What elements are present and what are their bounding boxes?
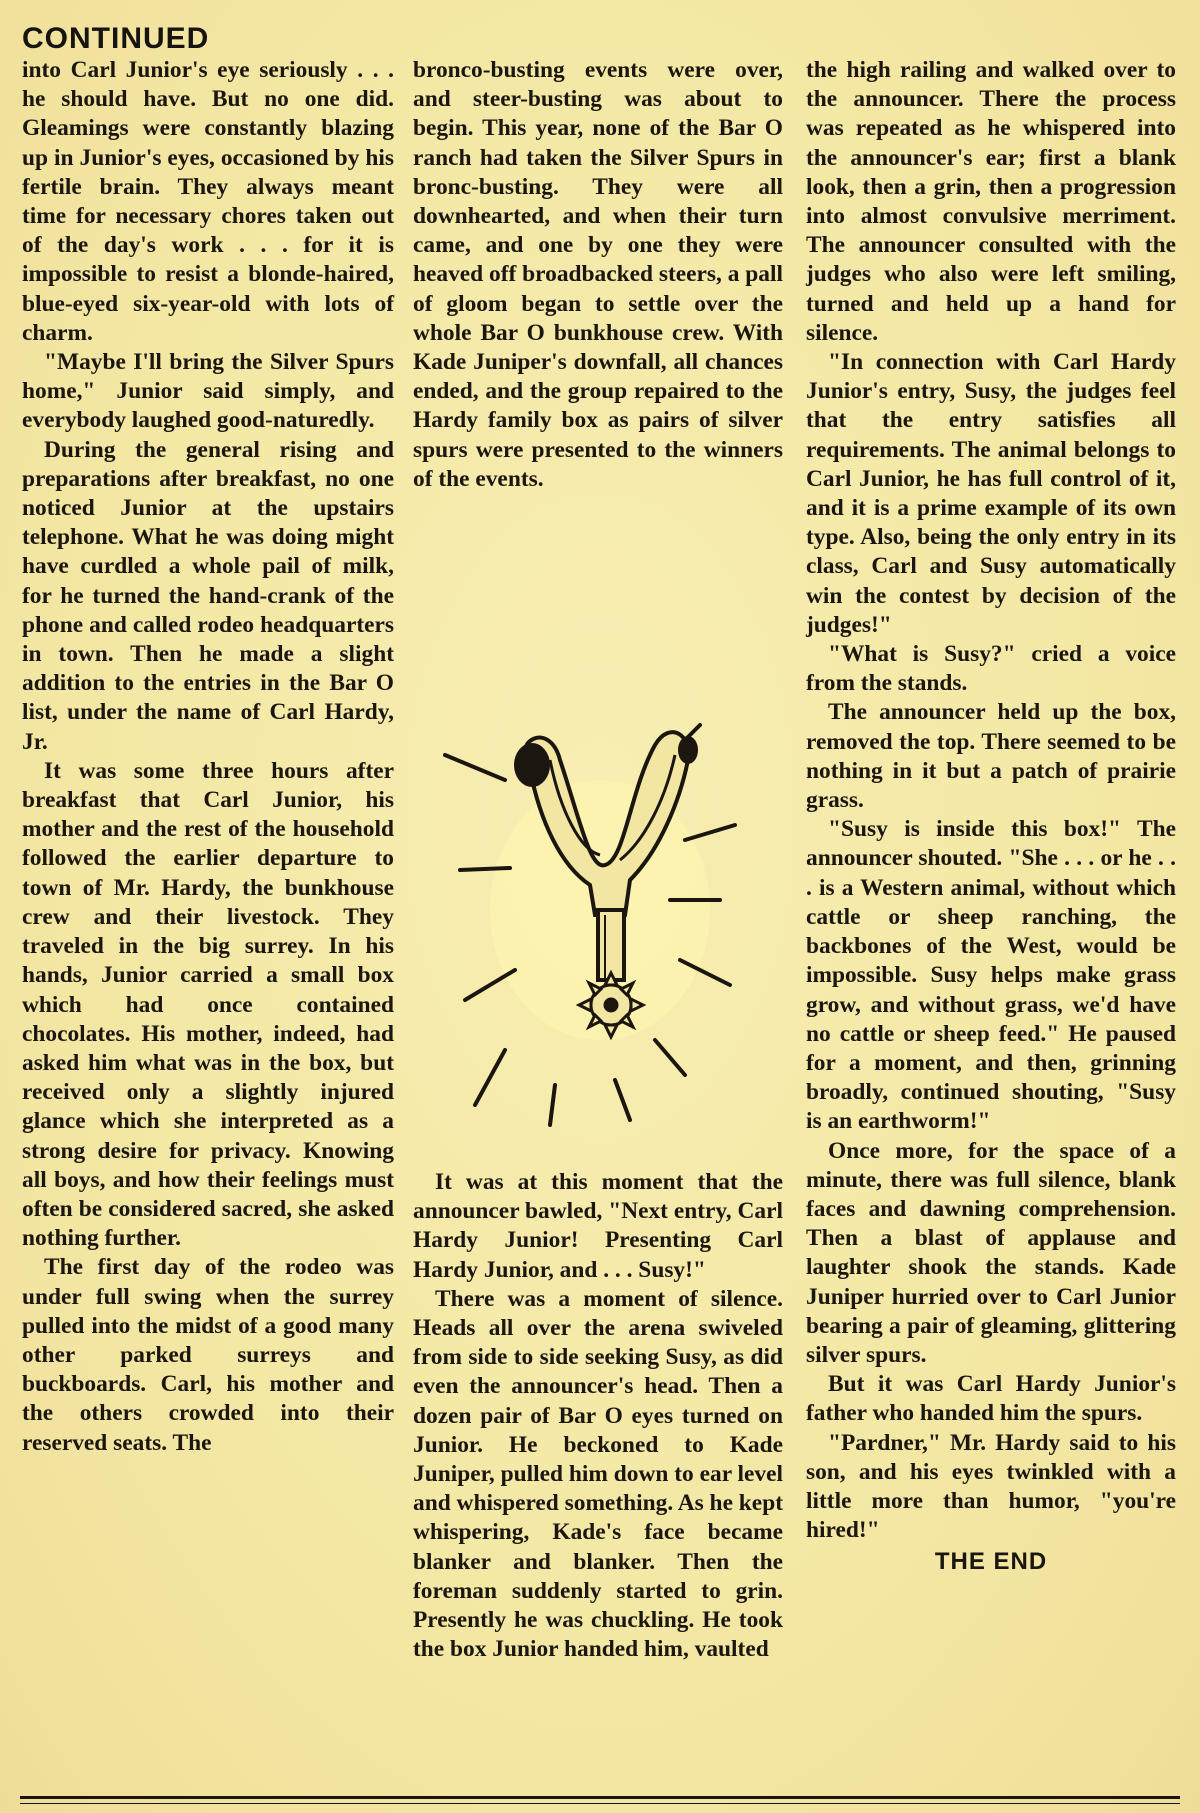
paragraph: The first day of the rodeo was under full swing when the surrey pulled into the midst of a good many other parked surreys and buckboards. Carl, his mother and the others crowded into their reserved seats. The: [22, 1254, 394, 1456]
text-column-2-bottom: [413, 1168, 783, 1664]
the-end-label: THE END: [934, 1548, 1048, 1576]
silver-spur-icon: [430, 700, 770, 1140]
text-column-1: [22, 56, 394, 1458]
paragraph: "In connection with Carl Hardy Junior's entry, Susy, the judges feel that the entry satisfies all requirements. The animal belongs to Carl Junior, he has full control of it, and it is a prime example of its own type. Also, being the only entry in its class, Carl and Susy automatically win the contest by decision of the judges!": [806, 349, 1176, 638]
bottom-rule-thin: [20, 1803, 1180, 1804]
silver-spur-illustration: [430, 700, 770, 1140]
paragraph: It was some three hours after breakfast that Carl Junior, his mother and the rest of the household followed the earlier departure to town of Mr. Hardy, the bunkhouse crew and their livestock. They traveled in the big surrey. In his hands, Junior carried a small box which had once contained chocolates. His mother, indeed, had asked him what was in the box, but received only a slightly injured glance which she interpreted as a strong desire for privacy. Knowing all boys, and how their feelings must often be considered sacred, she asked nothing further.: [22, 757, 394, 1252]
bottom-rule: [20, 1796, 1180, 1799]
paragraph: The announcer held up the box, removed the top. There seemed to be nothing in it but a patch of prairie grass.: [806, 699, 1176, 814]
continued-header: CONTINUED: [22, 22, 210, 55]
paragraph: But it was Carl Hardy Junior's father who handed him the spurs.: [806, 1371, 1176, 1427]
text-column-3: [806, 56, 1176, 1577]
paragraph: into Carl Junior's eye seriously . . . he should have. But no one did. Gleamings were constantly blazing up in Junior's eyes, occasioned by his fertile brain. They always meant time for necessary chores taken out of the day's work . . . for it is impossible to resist a blonde-haired, blue-eyed six-year-old with lots of charm.: [22, 57, 394, 346]
text-column-2-top: [413, 56, 783, 494]
paragraph: Once more, for the space of a minute, there was full silence, blank faces and dawning comprehension. Then a blast of applause and laughter shook the stands. Kade Juniper hurried over to Carl Junior bearing a pair of gleaming, glittering silver spurs.: [806, 1137, 1176, 1368]
paragraph: "Maybe I'll bring the Silver Spurs home," Junior said simply, and everybody laughed good-naturedly.: [22, 349, 394, 434]
paragraph: bronco-busting events were over, and steer-busting was about to begin. This year, none of the Bar O ranch had taken the Silver Spurs in bronc-busting. They were all downhearted, and when their turn came, and one by one they were heaved off broadbacked steers, a pall of gloom began to settle over the whole Bar O bunkhouse crew. With Kade Juniper's downfall, all chances ended, and the group repaired to the Hardy family box as pairs of silver spurs were presented to the winners of the events.: [413, 57, 783, 492]
paragraph: "Pardner," Mr. Hardy said to his son, and his eyes twinkled with a little more than humor, "you're hired!": [806, 1429, 1176, 1544]
paragraph: During the general rising and preparations after breakfast, no one noticed Junior at the upstairs telephone. What he was doing might have curdled a whole pail of milk, for he turned the hand-crank of the phone and called rodeo headquarters in town. Then he made a slight addition to the entries in the Bar O list, under the name of Carl Hardy, Jr.: [22, 436, 394, 755]
paragraph: It was at this moment that the announcer bawled, "Next entry, Carl Hardy Junior! Presenting Carl Hardy Junior, and . . . Susy!": [413, 1169, 783, 1283]
paragraph: "What is Susy?" cried a voice from the stands.: [806, 641, 1176, 697]
paragraph: the high railing and walked over to the announcer. There the process was repeated as he whispered into the announcer's ear; first a blank look, then a grin, then a progression into almost convulsive merriment. The announcer consulted with the judges who also were left smiling, turned and held up a hand for silence.: [806, 57, 1176, 346]
paragraph: There was a moment of silence. Heads all over the arena swiveled from side to side seeking Susy, as did even the announcer's head. Then a dozen pair of Bar O eyes turned on Junior. He beckoned to Kade Juniper, pulled him down to ear level and whispered something. As he kept whispering, Kade's face became blanker and blanker. Then the foreman suddenly started to grin. Presently he was chuckling. He took the box Junior handed him, vaulted: [413, 1285, 783, 1663]
paragraph: "Susy is inside this box!" The announcer shouted. "She . . . or he . . . is a Western animal, without which cattle or sheep ranching, the backbones of the West, would be impossible. Susy helps make grass grow, and without grass, we'd have no cattle or sheep feed." He paused for a moment, and then, grinning broadly, continued shouting, "Susy is an earthworm!": [806, 816, 1176, 1135]
